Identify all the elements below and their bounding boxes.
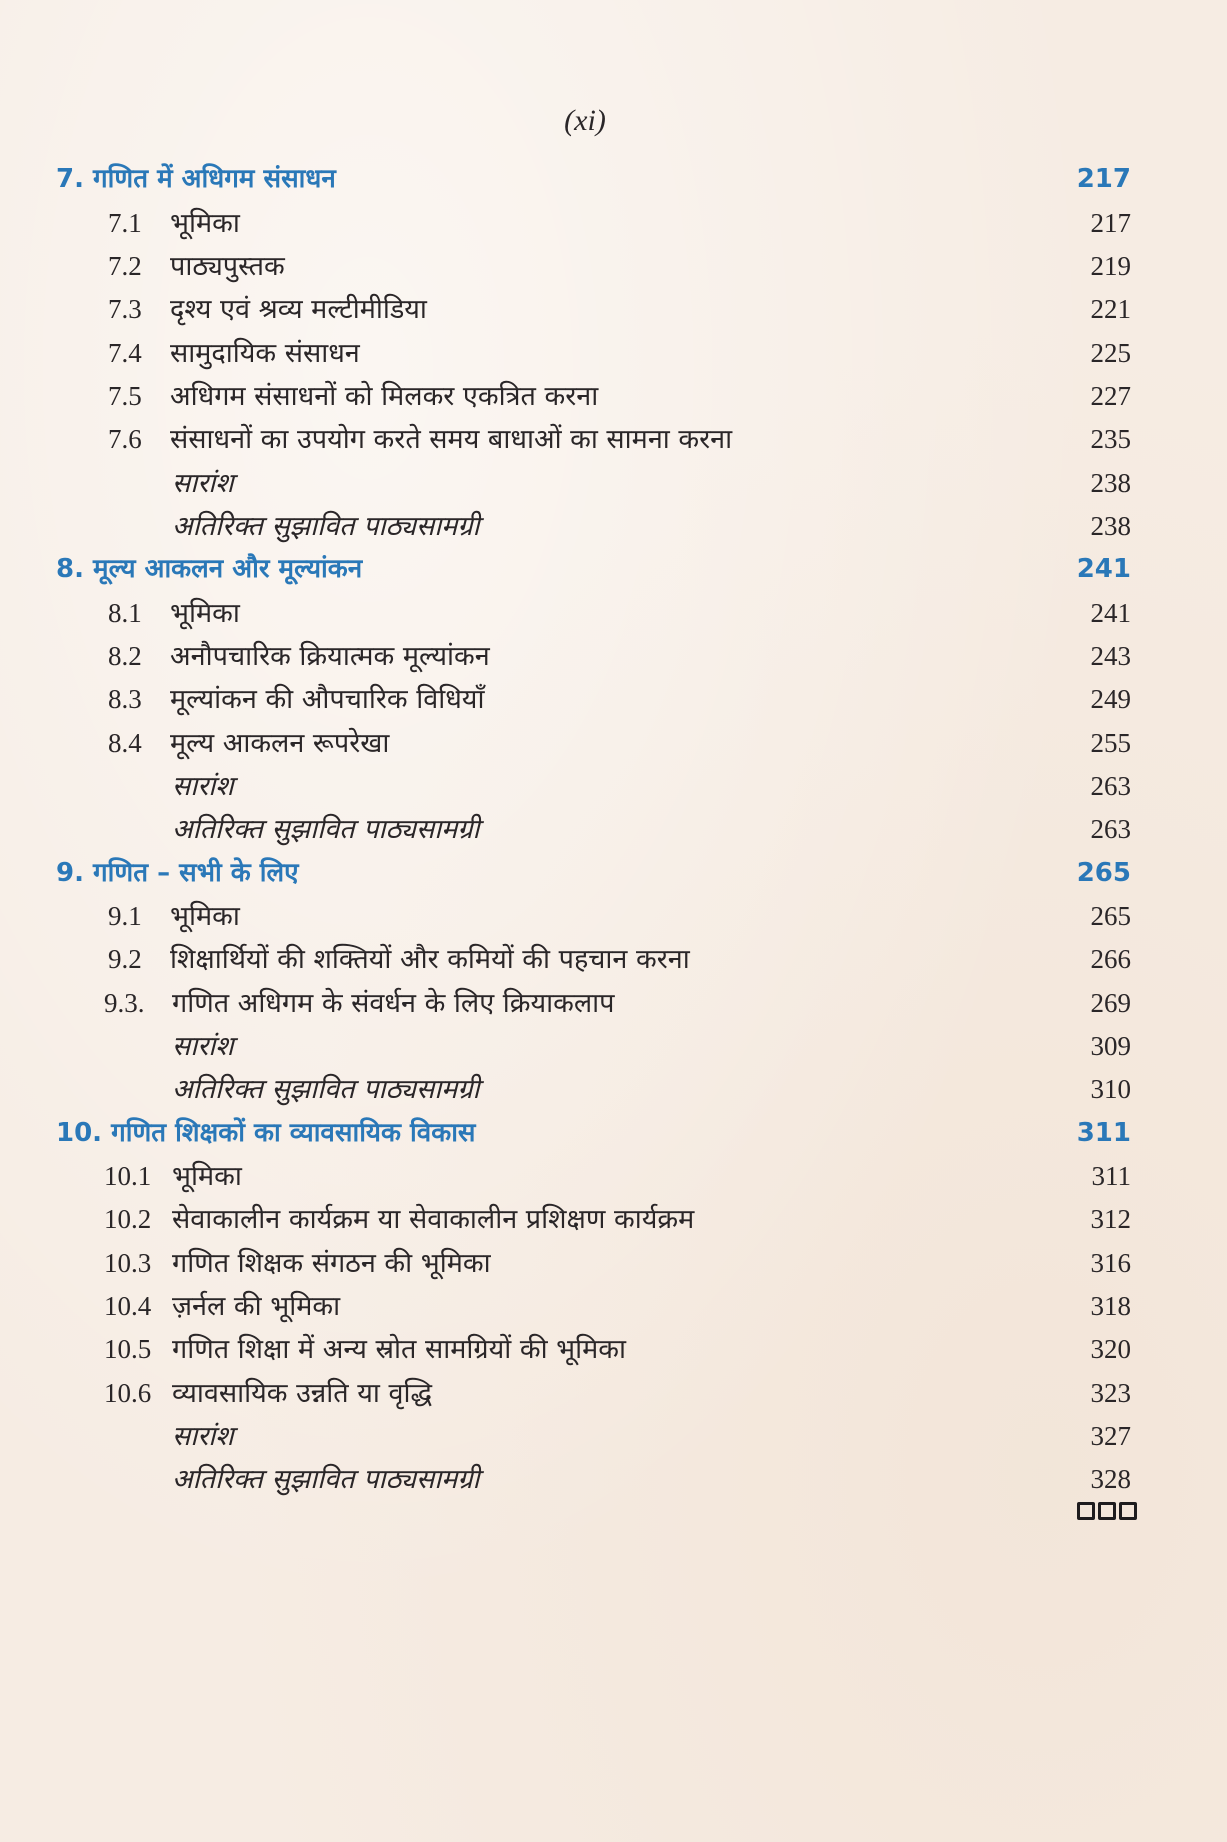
section-title: संसाधनों का उपयोग करते समय बाधाओं का सामना करना bbox=[170, 424, 733, 456]
section-page-number: 327 bbox=[1090, 1421, 1131, 1452]
chapter-page-number: 311 bbox=[1076, 1117, 1131, 1148]
section-number: 7.5 bbox=[108, 380, 142, 411]
section-page-number: 265 bbox=[1090, 901, 1131, 932]
table-of-contents bbox=[0, 158, 1227, 1502]
chapter-page-number: 241 bbox=[1076, 554, 1131, 585]
section-page-number: 263 bbox=[1090, 814, 1131, 845]
section-number: 9.1 bbox=[108, 901, 142, 932]
end-square-icon bbox=[1098, 1502, 1116, 1520]
section-page-number: 320 bbox=[1090, 1334, 1131, 1365]
toc-section-row[interactable] bbox=[0, 1285, 1227, 1328]
section-page-number: 217 bbox=[1090, 207, 1131, 238]
section-number: 10.6 bbox=[104, 1377, 152, 1408]
section-number: 7.6 bbox=[108, 424, 142, 455]
extra-title: सारांश bbox=[172, 467, 234, 499]
chapter-heading-row[interactable] bbox=[0, 852, 1227, 895]
section-title: अनौपचारिक क्रियात्मक मूल्यांकन bbox=[170, 640, 490, 672]
end-square-icon bbox=[1077, 1502, 1095, 1520]
toc-section-row[interactable] bbox=[0, 591, 1227, 634]
section-page-number: 243 bbox=[1090, 640, 1131, 671]
section-title: व्यावसायिक उन्नति या वृद्धि bbox=[172, 1377, 433, 1409]
chapter-title-text: गणित – सभी के लिए bbox=[93, 857, 299, 888]
extra-title: सारांश bbox=[172, 1031, 234, 1063]
section-number: 8.3 bbox=[108, 684, 142, 715]
section-page-number: 263 bbox=[1090, 770, 1131, 801]
extra-title: अतिरिक्त सुझावित पाठ्यसामग्री bbox=[172, 1074, 480, 1106]
section-page-number: 225 bbox=[1090, 337, 1131, 368]
section-title: भूमिका bbox=[172, 1161, 242, 1193]
section-number: 7.4 bbox=[108, 337, 142, 368]
section-page-number: 238 bbox=[1090, 510, 1131, 541]
extra-title: अतिरिक्त सुझावित पाठ्यसामग्री bbox=[172, 510, 480, 542]
page-number: (xi) bbox=[564, 104, 606, 137]
section-title: अधिगम संसाधनों को मिलकर एकत्रित करना bbox=[170, 380, 599, 412]
section-title: मूल्यांकन की औपचारिक विधियाँ bbox=[170, 684, 485, 716]
toc-extra-row[interactable] bbox=[0, 1025, 1227, 1068]
toc-section-row[interactable] bbox=[0, 1328, 1227, 1371]
chapter-number: 7. bbox=[56, 164, 84, 195]
section-number: 10.3 bbox=[104, 1247, 152, 1278]
section-page-number: 219 bbox=[1090, 250, 1131, 281]
section-number: 7.3 bbox=[108, 294, 142, 325]
chapter-title-text: गणित शिक्षकों का व्यावसायिक विकास bbox=[111, 1117, 476, 1148]
toc-extra-row[interactable] bbox=[0, 765, 1227, 808]
section-number: 9.2 bbox=[108, 944, 142, 975]
toc-section-row[interactable] bbox=[0, 678, 1227, 721]
section-number: 10.2 bbox=[104, 1204, 152, 1235]
section-page-number: 235 bbox=[1090, 424, 1131, 455]
toc-section-row[interactable] bbox=[0, 1198, 1227, 1241]
section-page-number: 227 bbox=[1090, 380, 1131, 411]
chapter-title bbox=[56, 852, 299, 895]
toc-section-row[interactable] bbox=[0, 1242, 1227, 1285]
chapter-number: 8. bbox=[56, 554, 84, 585]
toc-section-row[interactable] bbox=[0, 635, 1227, 678]
section-page-number: 318 bbox=[1090, 1291, 1131, 1322]
toc-extra-row[interactable] bbox=[0, 1415, 1227, 1458]
section-page-number: 316 bbox=[1090, 1247, 1131, 1278]
section-number: 8.4 bbox=[108, 727, 142, 758]
section-title: सामुदायिक संसाधन bbox=[170, 337, 360, 369]
section-title: शिक्षार्थियों की शक्तियों और कमियों की पहचान करना bbox=[170, 944, 690, 976]
toc-section-row[interactable] bbox=[0, 201, 1227, 244]
section-page-number: 238 bbox=[1090, 467, 1131, 498]
end-square-icon bbox=[1119, 1502, 1137, 1520]
section-page-number: 311 bbox=[1091, 1161, 1131, 1192]
section-number: 10.1 bbox=[104, 1161, 152, 1192]
chapter-number: 9. bbox=[56, 857, 84, 888]
chapter-title-text: गणित में अधिगम संसाधन bbox=[93, 164, 336, 195]
chapter-heading-row[interactable] bbox=[0, 1112, 1227, 1155]
toc-section-row[interactable] bbox=[0, 1155, 1227, 1198]
toc-extra-row[interactable] bbox=[0, 1068, 1227, 1111]
chapter-title bbox=[56, 1112, 476, 1155]
section-number: 8.2 bbox=[108, 640, 142, 671]
toc-extra-row[interactable] bbox=[0, 505, 1227, 548]
toc-extra-row[interactable] bbox=[0, 1458, 1227, 1501]
toc-section-row[interactable] bbox=[0, 982, 1227, 1025]
toc-section-row[interactable] bbox=[0, 375, 1227, 418]
toc-section-row[interactable] bbox=[0, 721, 1227, 764]
section-page-number: 312 bbox=[1090, 1204, 1131, 1235]
section-number: 9.3. bbox=[104, 987, 145, 1018]
section-title: भूमिका bbox=[170, 597, 240, 629]
toc-extra-row[interactable] bbox=[0, 461, 1227, 504]
section-number: 7.2 bbox=[108, 250, 142, 281]
section-title: दृश्य एवं श्रव्य मल्टीमीडिया bbox=[170, 294, 427, 326]
toc-section-row[interactable] bbox=[0, 938, 1227, 981]
extra-title: सारांश bbox=[172, 770, 234, 802]
section-title: गणित शिक्षा में अन्य स्रोत सामग्रियों की भूमिका bbox=[172, 1334, 627, 1366]
chapter-heading-row[interactable] bbox=[0, 158, 1227, 201]
toc-extra-row[interactable] bbox=[0, 808, 1227, 851]
extra-title: अतिरिक्त सुझावित पाठ्यसामग्री bbox=[172, 814, 480, 846]
section-title: भूमिका bbox=[170, 207, 240, 239]
section-title: सेवाकालीन कार्यक्रम या सेवाकालीन प्रशिक्षण कार्यक्रम bbox=[172, 1204, 695, 1236]
section-page-number: 241 bbox=[1090, 597, 1131, 628]
section-number: 10.5 bbox=[104, 1334, 152, 1365]
end-of-contents-marker bbox=[1077, 1502, 1137, 1520]
section-title: गणित शिक्षक संगठन की भूमिका bbox=[172, 1247, 491, 1279]
section-number: 8.1 bbox=[108, 597, 142, 628]
section-page-number: 328 bbox=[1090, 1464, 1131, 1495]
extra-title: अतिरिक्त सुझावित पाठ्यसामग्री bbox=[172, 1464, 480, 1496]
section-title: गणित अधिगम के संवर्धन के लिए क्रियाकलाप bbox=[172, 987, 615, 1019]
section-page-number: 266 bbox=[1090, 944, 1131, 975]
chapter-title-text: मूल्य आकलन और मूल्यांकन bbox=[93, 554, 363, 585]
extra-title: सारांश bbox=[172, 1421, 234, 1453]
chapter-page-number: 217 bbox=[1076, 164, 1131, 195]
toc-section-row[interactable] bbox=[0, 1372, 1227, 1415]
section-title: पाठ्यपुस्तक bbox=[170, 250, 285, 282]
section-page-number: 323 bbox=[1090, 1377, 1131, 1408]
toc-section-row[interactable] bbox=[0, 245, 1227, 288]
toc-section-row[interactable] bbox=[0, 895, 1227, 938]
section-title: मूल्य आकलन रूपरेखा bbox=[170, 727, 390, 759]
section-page-number: 310 bbox=[1090, 1074, 1131, 1105]
chapter-title bbox=[56, 548, 362, 591]
toc-section-row[interactable] bbox=[0, 331, 1227, 374]
section-page-number: 269 bbox=[1090, 987, 1131, 1018]
chapter-number: 10. bbox=[56, 1117, 103, 1148]
section-page-number: 255 bbox=[1090, 727, 1131, 758]
chapter-page-number: 265 bbox=[1076, 857, 1131, 888]
toc-section-row[interactable] bbox=[0, 288, 1227, 331]
section-page-number: 309 bbox=[1090, 1031, 1131, 1062]
section-title: ज़र्नल की भूमिका bbox=[172, 1291, 341, 1323]
section-page-number: 249 bbox=[1090, 684, 1131, 715]
chapter-heading-row[interactable] bbox=[0, 548, 1227, 591]
chapter-title bbox=[56, 158, 336, 201]
section-title: भूमिका bbox=[170, 901, 240, 933]
section-number: 10.4 bbox=[104, 1291, 152, 1322]
toc-section-row[interactable] bbox=[0, 418, 1227, 461]
section-page-number: 221 bbox=[1090, 294, 1131, 325]
section-number: 7.1 bbox=[108, 207, 142, 238]
